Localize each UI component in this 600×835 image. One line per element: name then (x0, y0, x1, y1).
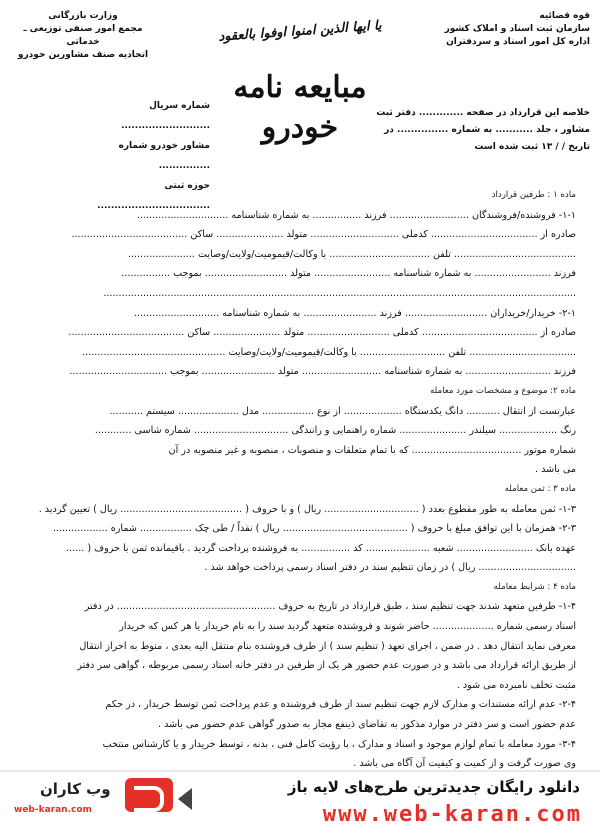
serial-number-field: شماره سریال .......................... (121, 101, 210, 131)
contract-line: از طریق ارائه قرارداد می باشد و در صورت عدم حضور هر یک از طرفین در دفتر خانه اسناد رسمی مربوطه ، گواهی سر دفتر (77, 660, 576, 672)
contract-line: می باشد . (535, 464, 576, 476)
contract-line: صادره از ................................... کدملی ............................. متولد ...................... ساکن ...................................... (71, 229, 576, 241)
advisor-number-field: مشاور خودرو شماره ............... (118, 141, 210, 171)
contract-body (24, 186, 576, 774)
contract-line: ۱-۳- ثمن معامله به طور مقطوع بعدد ( ............................... ریال ) و با حروف ( ........................................ ریال ) تعیین گردید . (38, 503, 576, 515)
contract-line: ........................................ تلفن ................................. با وکالت/قیمومیت/ولایت/وصایت ...................... (127, 248, 576, 260)
contract-line: عدم حضور است و سر دفتر در موارد مذکور به تقاضای ذینفع مجاز به صدور گواهی عدم حضور می باشد . (158, 719, 576, 731)
contract-line: شماره موتور .................................... که با تمام متعلقات و منصوبات ، منصوبه و غیر منصوبه در آن (168, 444, 576, 456)
contract-line: عهده بانک ......................... شعبه ..................... کد ................ به فروشنده پرداخت گردید . باقیمانده ثمن با حروف ( ...... (66, 542, 576, 554)
ministry-header (8, 10, 158, 62)
article-heading: ماده ۳ : ثمن معامله (504, 483, 576, 494)
registration-summary (340, 105, 590, 156)
contract-line: معرفی نماید انتقال دهد . در ضمن ، اجرای تعهد ( تنظیم سند ) از طرف فروشنده بنام منتقل الیه بعدی ، منوط به احراز انتقال (79, 640, 576, 652)
ministry-line-3: اتحادیه صنف مشاورین خودرو (17, 50, 149, 60)
contract-line: اسناد رسمی شماره .................... حاضر شوند و فروشنده متعهد گردید سند را به نام خریدار یا هر کس که خریدار (119, 621, 576, 633)
contract-line: ۳-۴- مورد معامله با تمام لوازم موجود و اسناد و مدارک ، با رؤیت کامل فنی ، بدنه ، توسط خریدار و یا کارشناس منتخب (102, 738, 576, 750)
footer-site-url[interactable]: www.web-karan.com (322, 802, 582, 827)
contract-line: ۲-۴- عدم ارائه مستندات و مدارک لازم جهت تنظیم سند از طرف فروشنده و عدم پرداخت ثمن توسط خریدار ، در حکم (105, 699, 576, 711)
chevron-left-icon (178, 788, 192, 810)
quran-verse: یا ایها الذین امنوا اوفوا بالعقود (217, 18, 383, 45)
judiciary-line-2: سازمان ثبت اسناد و املاک کشور (444, 24, 590, 34)
document-subtitle: خودرو (261, 110, 339, 145)
registration-line-1: خلاصه این قرارداد در صفحه ............. دفتر ثبت (376, 108, 590, 118)
contract-line: فرزند ............................ به شماره شناسنامه .......................... متولد ........................ بموجب ................................ (69, 366, 576, 378)
article-heading: ماده ۱ : طرفین قرارداد (491, 190, 576, 200)
contract-line: ................................ ریال ) در زمان تنظیم سند در دفتر اسناد رسمی پرداخت خواهد شد . (204, 562, 576, 574)
ministry-line-2: مجمع امور صنفی توزیعی ـ خدماتی (23, 24, 143, 47)
contract-line: صادره از ...................................... کدملی ........................... متولد ...................... ساکن ...................................... (68, 327, 576, 339)
contract-line: مثبت تخلف نامبرده می شود . (456, 679, 576, 691)
article-heading: ماده ۲: موضوع و مشخصات مورد معامله (430, 385, 576, 396)
brand-name: وب کاران (40, 780, 111, 798)
judiciary-header (390, 10, 590, 49)
contract-line: وی صورت گرفت و از کمیت و کیفیت آن آگاه می باشد . (353, 758, 576, 770)
contract-line: ۲-۳- همزمان با این توافق مبلغ با حروف ( ......................................... ریال ) نقداً / طی چک ................. شماره .................. (52, 523, 576, 535)
contract-line: رنگ ................... سیلندر ...................... شماره راهنمایی و رانندگی ............................... شماره شاسی ............ (94, 425, 576, 437)
judiciary-line-3: اداره کل امور اسناد و سردفتران (446, 37, 590, 47)
contract-line: عبارتست از انتقال ........... دانگ یکدستگاه ................... از نوع ................. مدل .................... سیستم ........... (109, 405, 576, 417)
footer-tagline: دانلود رایگان جدیدترین طرح‌های لایه باز (287, 778, 580, 796)
article-heading: ماده ۴ : شرایط معامله (493, 581, 576, 592)
brand-url[interactable]: web-karan.com (14, 805, 92, 815)
judiciary-line-1: قوه قضائیه (539, 11, 590, 21)
contract-line: ۲-۱- خریدار/خریداران ........................... فرزند ........................ به شماره شناسنامه ............................ (133, 307, 576, 319)
registry-zone-field: حوزه ثبتی ................................. (97, 181, 210, 211)
registration-line-3: تاریخ / / ۱۳ ثبت شده است (474, 142, 590, 152)
contract-line: ۱-۴- طرفین متعهد شدند جهت تنظیم سند ، طبق قرارداد در تاریخ به حروف .................................................... در دفتر (84, 601, 576, 613)
brand-logo-d-icon (134, 786, 164, 812)
ministry-line-1: وزارت بازرگانی (48, 11, 118, 21)
document-title: مبایعه نامه (233, 70, 367, 105)
contract-line: ........................................................................................................................................................... (103, 287, 576, 299)
registration-line-2: مشاور ، جلد ........... به شماره ............... در (384, 125, 590, 135)
contract-line: ۱-۱- فروشنده/فروشندگان .......................... فرزند ................ به شماره شناسنامه .............................. (136, 209, 576, 221)
contract-line: ................................... تلفن ............................ با وکالت/قیمومیت/ولایت/وصایت ............................................... (82, 346, 576, 358)
contract-line: فرزند ......................... به شماره شناسنامه ......................... متولد ........................... بموجب ................ (121, 268, 576, 280)
